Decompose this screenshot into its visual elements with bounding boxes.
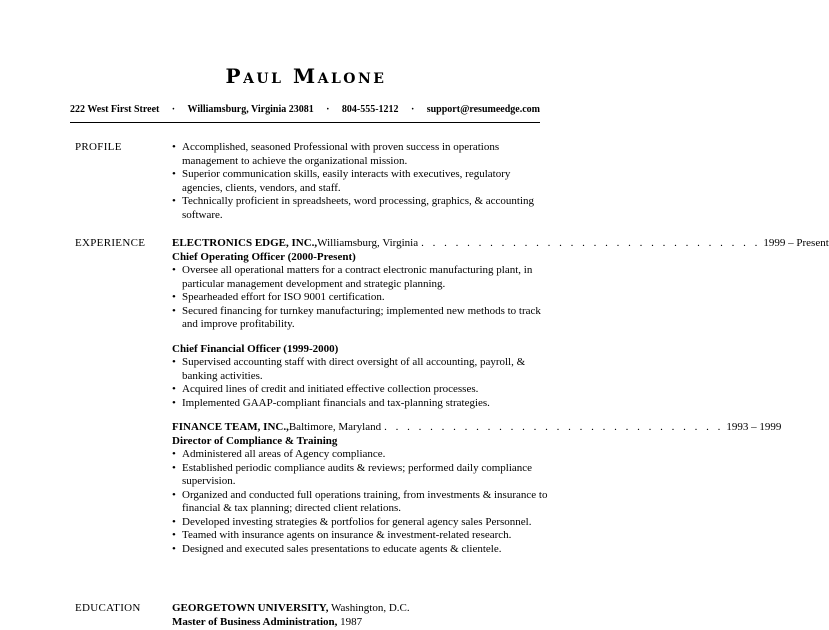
- employer-name: FINANCE TEAM, INC.,: [172, 421, 289, 433]
- contact-separator: ·: [326, 104, 330, 115]
- list-item: • Spearheaded effort for ISO 9001 certification.: [172, 291, 552, 305]
- job-dates: 1999 – Present: [763, 237, 829, 249]
- address: 222 West First Street: [70, 104, 160, 115]
- experience-heading: EXPERIENCE: [75, 237, 146, 249]
- list-item: • Oversee all operational matters for a contract electronic manufacturing plant, in particular management development and strategic planning.: [172, 264, 552, 291]
- education-heading: EDUCATION: [75, 602, 141, 614]
- leader-dots: . . . . . . . . . . . . . . . . . . . . . . . . . . . . . .: [421, 237, 761, 249]
- list-item: • Superior communication skills, easily interacts with executives, regulatory agencies, clients, vendors, and staff.: [172, 168, 552, 195]
- role-duties: [172, 448, 552, 556]
- employer-location: Baltimore, Maryland: [288, 421, 382, 433]
- list-item: • Teamed with insurance agents on insurance & investment-related research.: [172, 529, 552, 543]
- list-item: • Supervised accounting staff with direct oversight of all accounting, payroll, & banking activities.: [172, 356, 552, 383]
- profile-section: [172, 141, 552, 222]
- employer-location: Williamsburg, Virginia: [317, 237, 419, 249]
- job-header: [172, 237, 829, 251]
- list-item: • Technically proficient in spreadsheets, word processing, graphics, & accounting software.: [172, 195, 552, 222]
- profile-heading: PROFILE: [75, 141, 122, 153]
- experience-section: [172, 237, 829, 556]
- city: Williamsburg, Virginia 23081: [187, 104, 314, 115]
- school-name: GEORGETOWN UNIVERSITY,: [172, 602, 329, 614]
- degree-line: [172, 616, 552, 630]
- phone: 804-555-1212: [341, 104, 399, 115]
- employer-name: ELECTRONICS EDGE, INC.,: [172, 237, 318, 249]
- job-title: Chief Operating Officer (2000-Present): [172, 250, 356, 263]
- job-header: [172, 421, 782, 435]
- role-duties: [172, 356, 552, 410]
- list-item: • Administered all areas of Agency compliance.: [172, 448, 552, 462]
- list-item: • Secured financing for turnkey manufacturing; implemented new methods to track and improve profitability.: [172, 305, 552, 332]
- education-section: [172, 602, 552, 629]
- job-title: Director of Compliance & Training: [172, 434, 338, 447]
- header-rule: [70, 122, 540, 123]
- contact-separator: ·: [410, 104, 415, 115]
- list-item: • Designed and executed sales presentations to educate agents & clientele.: [172, 543, 552, 557]
- degree-year: 1987: [337, 615, 363, 628]
- school-location: Washington, D.C.: [328, 602, 410, 614]
- degree-name: Master of Business Administration,: [172, 615, 338, 628]
- email: support@resumeedge.com: [426, 104, 540, 115]
- role-duties: [172, 264, 552, 332]
- profile-list: [172, 141, 552, 222]
- leader-dots: . . . . . . . . . . . . . . . . . . . . . . . . . . . . . .: [384, 421, 724, 433]
- job-title: Chief Financial Officer (1999-2000): [172, 342, 339, 355]
- list-item: • Implemented GAAP-compliant financials and tax-planning strategies.: [172, 397, 552, 411]
- list-item: • Developed investing strategies & portfolios for general agency sales Personnel.: [172, 516, 552, 530]
- school-line: [172, 602, 552, 616]
- contact-separator: ·: [171, 104, 176, 115]
- contact-line: [70, 104, 540, 115]
- list-item: • Acquired lines of credit and initiated effective collection processes.: [172, 383, 552, 397]
- list-item: • Accomplished, seasoned Professional with proven success in operations management to achieve the organizational mission.: [172, 141, 552, 168]
- list-item: • Organized and conducted full operations training, from investments & insurance to financial & tax planning; directed client relations.: [172, 489, 552, 516]
- list-item: • Established periodic compliance audits & reviews; performed daily compliance supervision.: [172, 462, 552, 489]
- candidate-name: Paul Malone: [225, 64, 387, 88]
- job-dates: 1993 – 1999: [726, 421, 782, 433]
